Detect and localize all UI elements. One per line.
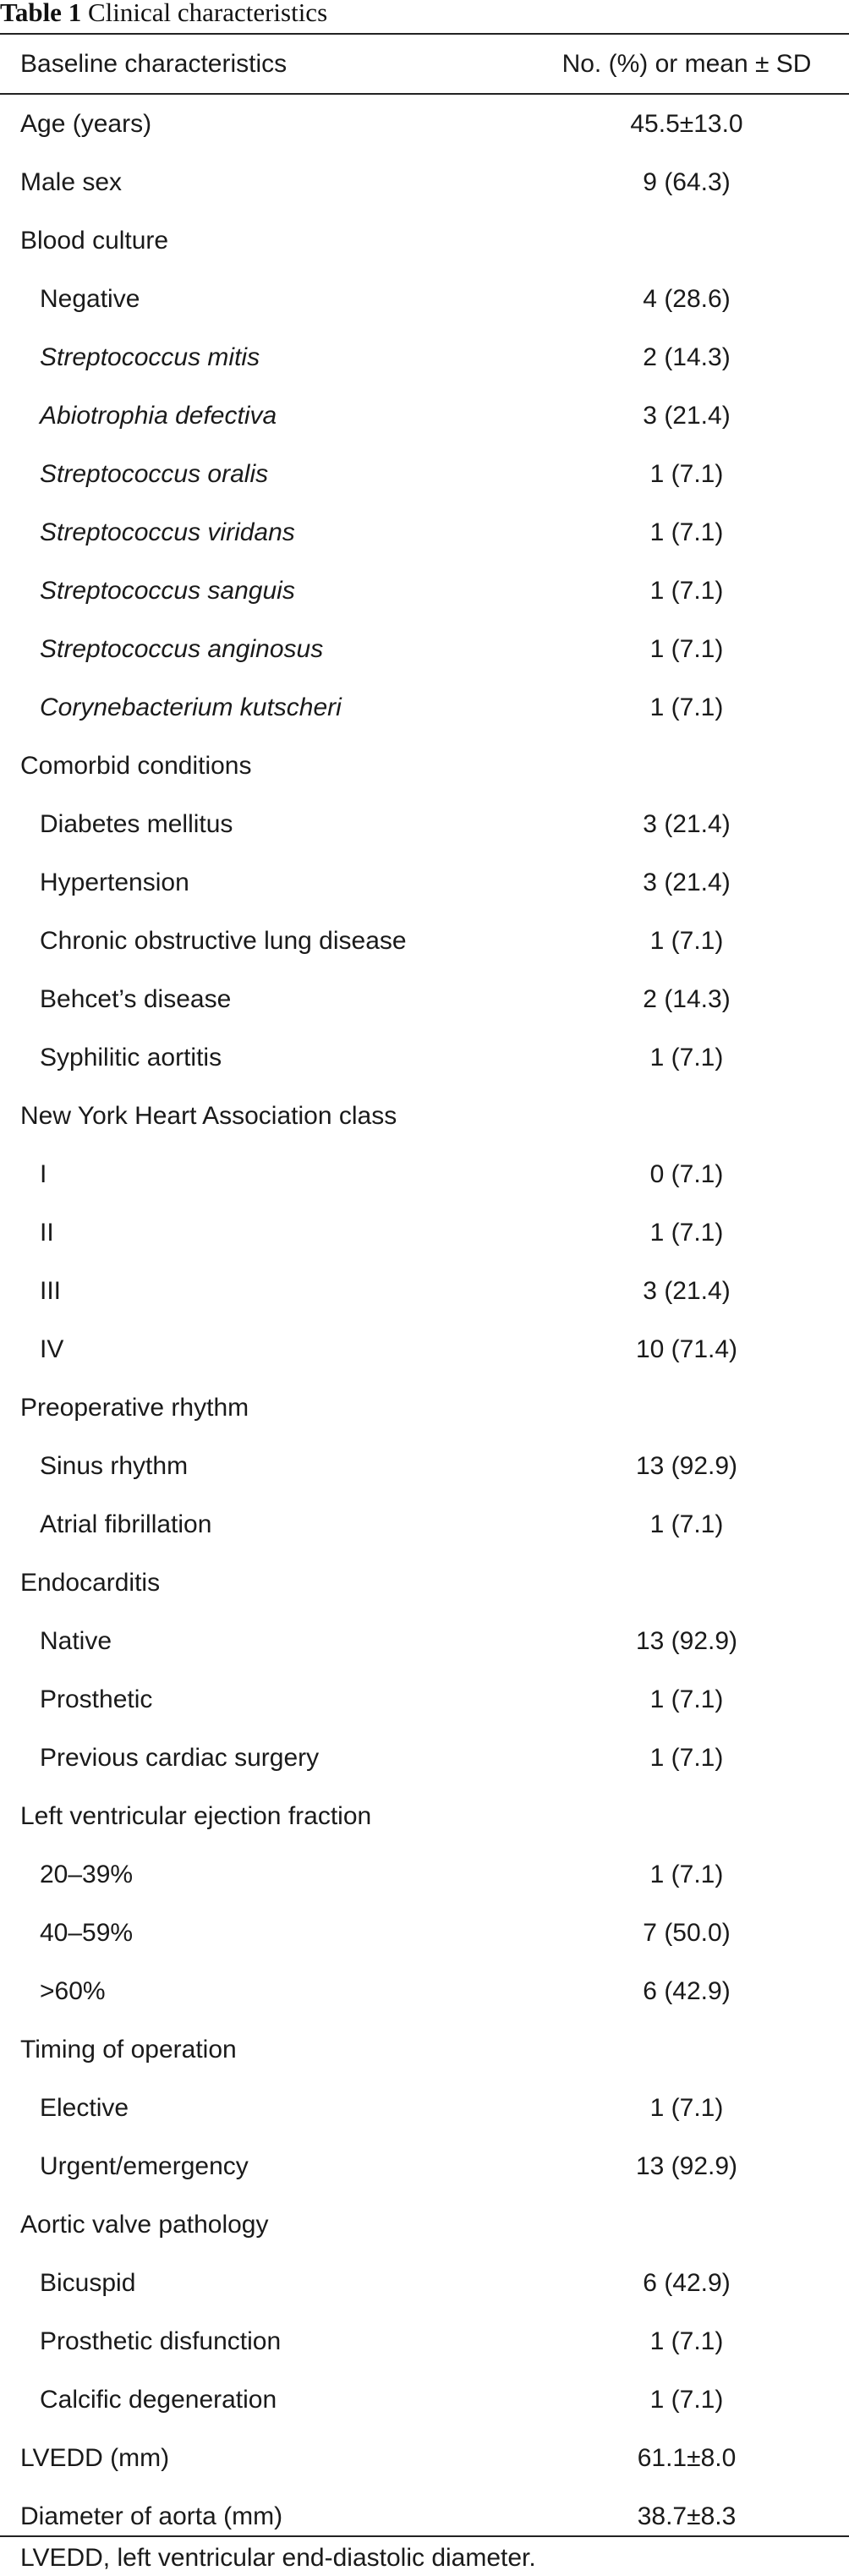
row-value: 7 (50.0) (643, 1919, 731, 1947)
table-row (0, 1028, 849, 1087)
row-label: Corynebacterium kutscheri (40, 693, 342, 721)
row-value: 1 (7.1) (649, 577, 724, 605)
row-value: 61.1±8.0 (637, 2444, 737, 2472)
row-label: Diameter of aorta (mm) (20, 2502, 283, 2530)
row-label: Elective (40, 2094, 129, 2122)
row-label: Streptococcus oralis (40, 460, 269, 488)
table-caption (0, 0, 327, 29)
row-value: 3 (21.4) (643, 869, 731, 896)
row-label: Blood culture (20, 227, 169, 255)
table-row (0, 2020, 849, 2079)
row-value: 38.7±8.3 (637, 2502, 737, 2530)
table-row (0, 737, 849, 795)
table-row (0, 1904, 849, 1962)
row-label: III (40, 1277, 62, 1305)
row-value: 1 (7.1) (649, 927, 724, 955)
row-label: Comorbid conditions (20, 752, 252, 780)
row-label: Prosthetic disfunction (40, 2327, 282, 2355)
row-value: 13 (92.9) (635, 2152, 738, 2180)
row-value: 1 (7.1) (649, 460, 724, 488)
row-value: 13 (92.9) (635, 1627, 738, 1655)
table-row (0, 1145, 849, 1203)
row-value: 13 (92.9) (635, 1452, 738, 1480)
row-label: Age (years) (20, 110, 152, 138)
table-row (0, 1437, 849, 1495)
row-value (524, 737, 849, 795)
row-label: Native (40, 1627, 112, 1655)
row-value (524, 1554, 849, 1612)
row-value: 2 (14.3) (643, 343, 731, 371)
row-label: Left ventricular ejection fraction (20, 1802, 372, 1830)
table-row (0, 853, 849, 912)
row-label: LVEDD (mm) (20, 2444, 170, 2472)
table-row (0, 912, 849, 970)
table-row (0, 620, 849, 678)
table-row (0, 1612, 849, 1670)
table-row (0, 2429, 849, 2487)
row-value: 1 (7.1) (649, 2094, 724, 2122)
table-row (0, 1845, 849, 1904)
row-label: I (40, 1160, 47, 1188)
table-body (0, 95, 849, 2535)
row-value: 0 (7.1) (649, 1160, 724, 1188)
row-value: 6 (42.9) (643, 2269, 731, 2297)
row-label: IV (40, 1335, 64, 1363)
row-value: 6 (42.9) (643, 1977, 731, 2005)
table-row (0, 2254, 849, 2312)
row-value: 2 (14.3) (643, 985, 731, 1013)
table-row (0, 270, 849, 328)
row-label: Streptococcus viridans (40, 518, 295, 546)
row-value: 4 (28.6) (643, 285, 731, 313)
row-value: 45.5±13.0 (630, 110, 743, 138)
row-label: Streptococcus mitis (40, 343, 260, 371)
row-value: 1 (7.1) (649, 1685, 724, 1713)
header-values: No. (%) or mean ± SD (561, 50, 812, 78)
row-value (524, 2020, 849, 2079)
table-row (0, 1670, 849, 1729)
table-row (0, 2195, 849, 2254)
row-label: Prosthetic (40, 1685, 153, 1713)
row-label: Aortic valve pathology (20, 2211, 269, 2239)
table-row (0, 1962, 849, 2020)
row-label: Previous cardiac surgery (40, 1744, 320, 1772)
table-footnote: LVEDD, left ventricular end-diastolic diameter. (20, 2544, 536, 2572)
row-value: 1 (7.1) (649, 1510, 724, 1538)
table-row (0, 970, 849, 1028)
table-row (0, 1495, 849, 1554)
header-baseline-characteristics: Baseline characteristics (20, 50, 288, 78)
row-value (524, 1087, 849, 1145)
table-number: Table 1 (0, 0, 82, 27)
table-row (0, 328, 849, 386)
table-row (0, 795, 849, 853)
table-header-row (0, 35, 849, 93)
table-row (0, 1378, 849, 1437)
row-value: 9 (64.3) (643, 168, 731, 196)
row-label: 40–59% (40, 1919, 134, 1947)
table-row (0, 95, 849, 153)
row-label: Endocarditis (20, 1569, 161, 1597)
table-row (0, 211, 849, 270)
row-value: 3 (21.4) (643, 1277, 731, 1305)
table-row (0, 1203, 849, 1262)
row-value: 1 (7.1) (649, 2327, 724, 2355)
row-value: 1 (7.1) (649, 1044, 724, 1072)
table-row (0, 1087, 849, 1145)
row-label: Syphilitic aortitis (40, 1044, 222, 1072)
row-label: Preoperative rhythm (20, 1394, 249, 1422)
row-label: Urgent/emergency (40, 2152, 249, 2180)
table-bottom-rule (0, 2535, 849, 2537)
row-value: 1 (7.1) (649, 1861, 724, 1888)
row-value: 1 (7.1) (649, 518, 724, 546)
row-value (524, 2195, 849, 2254)
table-row (0, 2137, 849, 2195)
row-label: Bicuspid (40, 2269, 136, 2297)
row-label: Timing of operation (20, 2036, 237, 2064)
row-label: II (40, 1219, 54, 1247)
row-label: Hypertension (40, 869, 189, 896)
row-value: 1 (7.1) (649, 2386, 724, 2414)
table-row (0, 503, 849, 562)
table-row (0, 1262, 849, 1320)
table-row (0, 562, 849, 620)
row-value: 1 (7.1) (649, 635, 724, 663)
row-label: Sinus rhythm (40, 1452, 189, 1480)
row-label: Calcific degeneration (40, 2386, 277, 2414)
table-row (0, 1729, 849, 1787)
table-row (0, 445, 849, 503)
row-label: >60% (40, 1977, 106, 2005)
row-value (524, 211, 849, 270)
table-title: Clinical characteristics (87, 0, 328, 27)
row-label: 20–39% (40, 1861, 134, 1888)
row-label: Atrial fibrillation (40, 1510, 212, 1538)
row-label: New York Heart Association class (20, 1102, 397, 1130)
table-row (0, 1320, 849, 1378)
row-value: 1 (7.1) (649, 693, 724, 721)
table-row (0, 1554, 849, 1612)
row-label: Diabetes mellitus (40, 810, 233, 838)
table-row (0, 1787, 849, 1845)
table-row (0, 386, 849, 445)
table-row (0, 2079, 849, 2137)
row-value (524, 1787, 849, 1845)
row-value: 10 (71.4) (635, 1335, 738, 1363)
row-value: 3 (21.4) (643, 810, 731, 838)
row-value: 1 (7.1) (649, 1219, 724, 1247)
row-label: Streptococcus sanguis (40, 577, 295, 605)
row-value: 1 (7.1) (649, 1744, 724, 1772)
row-label: Streptococcus anginosus (40, 635, 324, 663)
row-label: Abiotrophia defectiva (40, 402, 277, 430)
row-label: Male sex (20, 168, 123, 196)
table-row (0, 2370, 849, 2429)
table-row (0, 678, 849, 737)
table-row (0, 2312, 849, 2370)
row-value (524, 1378, 849, 1437)
row-label: Chronic obstructive lung disease (40, 927, 407, 955)
row-label: Behcet’s disease (40, 985, 232, 1013)
table-row (0, 153, 849, 211)
row-value: 3 (21.4) (643, 402, 731, 430)
row-label: Negative (40, 285, 140, 313)
